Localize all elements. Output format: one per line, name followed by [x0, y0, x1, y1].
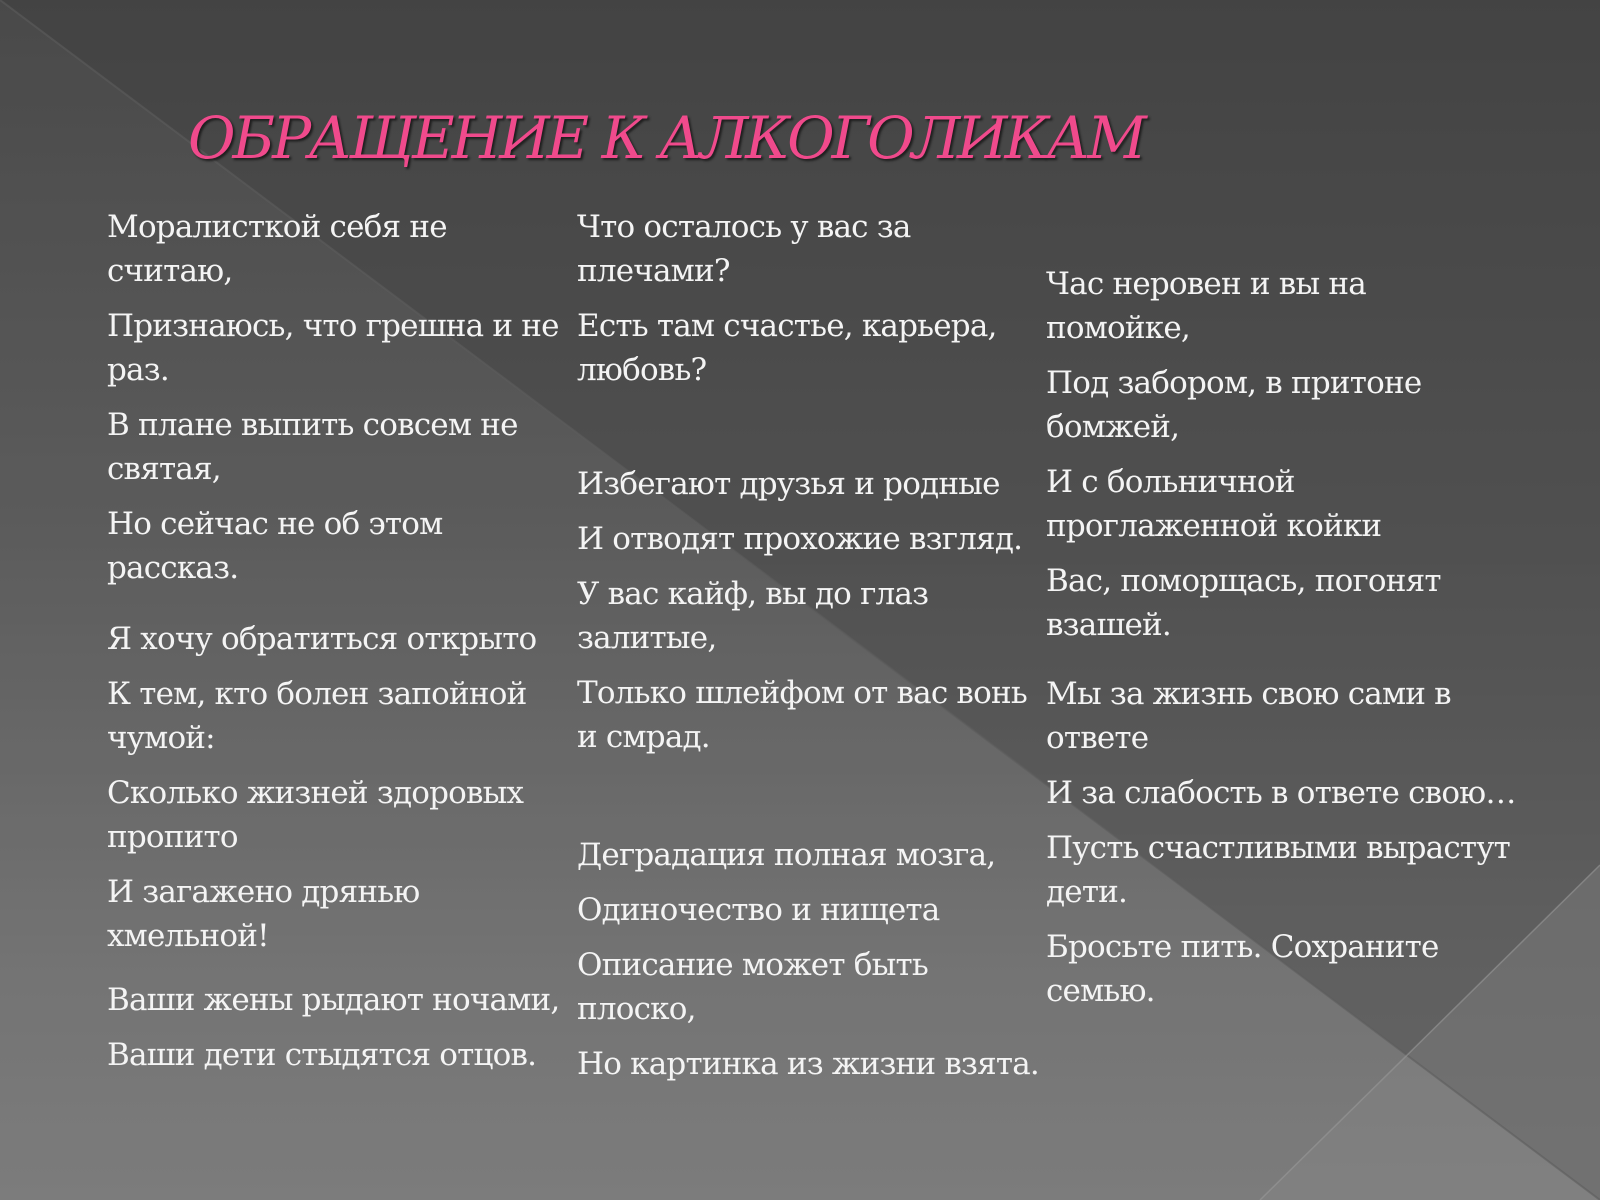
poem-line: Сколько жизней здоровых пропито	[107, 775, 524, 855]
poem-line: Я хочу обратиться открыто	[107, 621, 537, 657]
poem-line: Только шлейфом от вас вонь и смрад.	[577, 675, 1027, 755]
poem-line: И с больничной проглаженной койки	[1046, 464, 1382, 544]
poem-line: И отводят прохожие взгляд.	[577, 521, 1023, 557]
poem-line: Пусть счастливыми вырастут дети.	[1046, 830, 1511, 910]
poem-line: И за слабость в ответе свою…	[1046, 775, 1516, 811]
poem-line: И загажено дрянью хмельной!	[107, 874, 420, 954]
poem-line: Бросьте пить. Сохраните семью.	[1046, 929, 1439, 1009]
stanza	[1046, 672, 1516, 1024]
poem-line: Ваши дети стыдятся отцов.	[107, 1037, 537, 1073]
poem-line: Но сейчас не об этом рассказ.	[107, 506, 443, 586]
poem-line: Деградация полная мозга,	[577, 837, 996, 873]
poem-line: Одиночество и нищета	[577, 892, 940, 928]
slide-title: ОБРАЩЕНИЕ К АЛКОГОЛИКАМ	[188, 104, 1144, 172]
poem-line: Что осталось у вас за плечами?	[577, 209, 911, 289]
poem-line: Ваши жены рыдают ночами,	[107, 982, 560, 1018]
stanza	[577, 833, 1039, 1097]
stanza	[107, 205, 569, 601]
poem-line: Есть там счастье, карьера, любовь?	[577, 308, 997, 388]
poem-line: Час неровен и вы на помойке,	[1046, 266, 1366, 346]
poem-line: У вас кайф, вы до глаз залитые,	[577, 576, 929, 656]
stanza	[1046, 262, 1516, 658]
poem-line: В плане выпить совсем не святая,	[107, 407, 518, 487]
stanza	[577, 205, 1039, 403]
poem-line: Под забором, в притоне бомжей,	[1046, 365, 1422, 445]
poem-line: Моралисткой себя не считаю,	[107, 209, 447, 289]
poem-line: Признаюсь, что грешна и не раз.	[107, 308, 559, 388]
poem-line: К тем, кто болен запойной чумой:	[107, 676, 527, 756]
poem-line: Вас, поморщась, погонят взашей.	[1046, 563, 1441, 643]
stanza	[107, 978, 569, 1088]
poem-line: Но картинка из жизни взята.	[577, 1046, 1039, 1082]
poem-line: Мы за жизнь свою сами в ответе	[1046, 676, 1451, 756]
stanza	[577, 462, 1039, 770]
poem-line: Избегают друзья и родные	[577, 466, 1000, 502]
poem-line: Описание может быть плоско,	[577, 947, 928, 1027]
stanza	[107, 617, 569, 969]
